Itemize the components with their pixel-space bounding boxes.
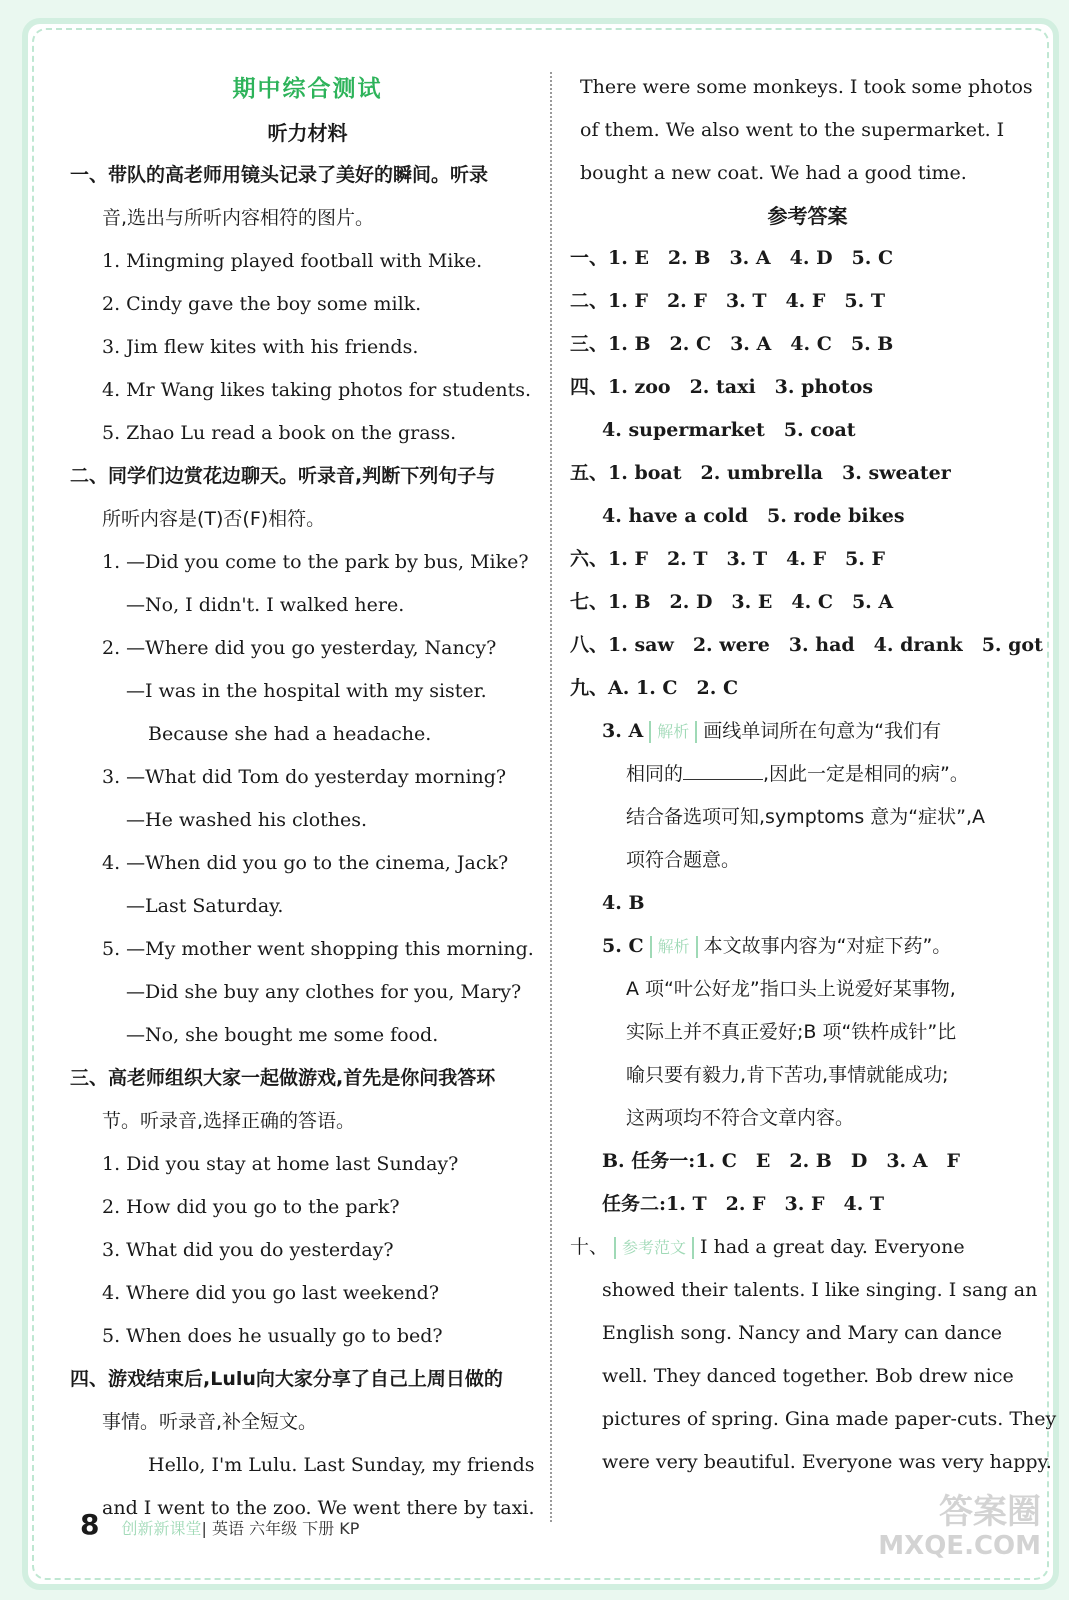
section-4-heading: 四、游戏结束后,Lulu向大家分享了自己上周日做的: [70, 1368, 503, 1390]
answer-row: B. 任务一:1. C E 2. B D 3. A F: [602, 1150, 961, 1172]
answer-label: 3. A: [602, 720, 644, 742]
brand-logo: 创新新课堂: [121, 1519, 202, 1538]
essay-text: I had a great day. Everyone: [700, 1236, 965, 1258]
analysis-tag: 解析: [649, 721, 697, 743]
column-divider: [550, 72, 552, 1522]
analysis-line: 项符合题意。: [626, 849, 741, 871]
dialog-line: 3. —What did Tom do yesterday morning?: [102, 766, 507, 788]
left-column: [70, 66, 535, 1530]
essay-line: showed their talents. I like singing. I sang an: [602, 1279, 1038, 1301]
section-subtitle: 听力材料: [267, 121, 348, 145]
passage-line: There were some monkeys. I took some photos: [580, 76, 1033, 98]
section-10-label: 十、: [570, 1236, 609, 1258]
list-item: 5. Zhao Lu read a book on the grass.: [102, 422, 457, 444]
essay-line: English song. Nancy and Mary can dance: [602, 1322, 1002, 1344]
answer-row: 三、1. B 2. C 3. A 4. C 5. B: [570, 333, 894, 355]
analysis-line: 这两项均不符合文章内容。: [626, 1107, 855, 1129]
section-3-heading: 三、高老师组织大家一起做游戏,首先是你问我答环: [70, 1067, 496, 1089]
analysis-text: 相同的: [626, 763, 684, 785]
list-item: 1. Did you stay at home last Sunday?: [102, 1153, 459, 1175]
list-item: 2. Cindy gave the boy some milk.: [102, 293, 422, 315]
book-info: | 英语 六年级 下册 KP: [201, 1519, 360, 1538]
list-item: 5. When does he usually go to bed?: [102, 1325, 443, 1347]
answer-row: 任务二:1. T 2. F 3. F 4. T: [602, 1193, 885, 1215]
answers-title: 参考答案: [767, 204, 848, 228]
dialog-line: 5. —My mother went shopping this morning.: [102, 938, 534, 960]
passage-line: and I went to the zoo. We went there by taxi.: [102, 1497, 535, 1519]
essay-line: pictures of spring. Gina made paper-cuts. They: [602, 1408, 1057, 1430]
model-essay-tag: 参考范文: [614, 1237, 694, 1259]
fill-blank: [683, 761, 763, 780]
analysis-line: 实际上并不真正爱好;B 项“铁杵成针”比: [626, 1021, 957, 1043]
answer-label: 5. C: [602, 935, 644, 957]
list-item: 3. Jim flew kites with his friends.: [102, 336, 419, 358]
analysis-tag: 解析: [650, 936, 698, 958]
analysis-line: A 项“叶公好龙”指口头上说爱好某事物,: [626, 978, 956, 1000]
analysis-text: 画线单词所在句意为“我们有: [703, 720, 942, 742]
answer-row: 4. B: [602, 892, 645, 914]
page-footer: [80, 1508, 359, 1541]
dialog-line: —No, I didn't. I walked here.: [126, 594, 405, 616]
section-3-heading-cont: 节。听录音,选择正确的答语。: [102, 1110, 356, 1132]
dialog-line: Because she had a headache.: [148, 723, 432, 745]
page-title: 期中综合测试: [232, 76, 383, 102]
analysis-line: 喻只要有毅力,肯下苦功,事情就能成功;: [626, 1064, 949, 1086]
dialog-line: —Last Saturday.: [126, 895, 284, 917]
answer-row: 八、1. saw 2. were 3. had 4. drank 5. got: [570, 634, 1043, 656]
dialog-line: 2. —Where did you go yesterday, Nancy?: [102, 637, 497, 659]
essay-line: were very beautiful. Everyone was very happy.: [602, 1451, 1052, 1473]
dialog-line: —I was in the hospital with my sister.: [126, 680, 487, 702]
answer-row: 五、1. boat 2. umbrella 3. sweater: [570, 462, 951, 484]
section-2-heading-cont: 所听内容是(T)否(F)相符。: [102, 508, 326, 530]
answer-row: 四、1. zoo 2. taxi 3. photos: [570, 376, 874, 398]
answer-analysis-5: [580, 925, 1035, 968]
page-number: 8: [80, 1508, 100, 1541]
model-essay-head: [570, 1226, 1035, 1269]
dialog-line: —Did she buy any clothes for you, Mary?: [126, 981, 522, 1003]
essay-line: well. They danced together. Bob drew nice: [602, 1365, 1014, 1387]
passage-line: bought a new coat. We had a good time.: [580, 162, 967, 184]
analysis-line: [580, 753, 1035, 796]
analysis-text: ,因此一定是相同的病”。: [763, 763, 969, 785]
section-1-heading: 一、带队的高老师用镜头记录了美好的瞬间。听录: [70, 164, 489, 186]
passage-line: Hello, I'm Lulu. Last Sunday, my friends: [148, 1454, 535, 1476]
dialog-line: —No, she bought me some food.: [126, 1024, 439, 1046]
list-item: 3. What did you do yesterday?: [102, 1239, 394, 1261]
answer-analysis-3: [580, 710, 1035, 753]
dialog-line: —He washed his clothes.: [126, 809, 368, 831]
section-4-heading-cont: 事情。听录音,补全短文。: [102, 1411, 318, 1433]
section-2-heading: 二、同学们边赏花边聊天。听录音,判断下列句子与: [70, 465, 496, 487]
list-item: 4. Mr Wang likes taking photos for students.: [102, 379, 532, 401]
right-column: [570, 66, 1057, 1484]
list-item: 1. Mingming played football with Mike.: [102, 250, 483, 272]
watermark-text: 答案圈: [939, 1492, 1041, 1532]
section-1-heading-cont: 音,选出与所听内容相符的图片。: [102, 207, 375, 229]
answer-row: 二、1. F 2. F 3. T 4. F 5. T: [570, 290, 885, 312]
answer-row: 4. supermarket 5. coat: [602, 419, 856, 441]
dialog-line: 1. —Did you come to the park by bus, Mike?: [102, 551, 529, 573]
answer-row: 九、A. 1. C 2. C: [570, 677, 739, 699]
watermark: [878, 1492, 1041, 1563]
passage-line: of them. We also went to the supermarket. I: [580, 119, 1005, 141]
analysis-line: 结合备选项可知,symptoms 意为“症状”,A: [626, 806, 985, 828]
answer-row: 4. have a cold 5. rode bikes: [602, 505, 905, 527]
answer-row: 一、1. E 2. B 3. A 4. D 5. C: [570, 247, 894, 269]
analysis-text: 本文故事内容为“对症下药”。: [703, 935, 952, 957]
list-item: 2. How did you go to the park?: [102, 1196, 400, 1218]
answer-row: 六、1. F 2. T 3. T 4. F 5. F: [570, 548, 885, 570]
watermark-url: MXQE.COM: [878, 1531, 1041, 1561]
answer-row: 七、1. B 2. D 3. E 4. C 5. A: [570, 591, 894, 613]
dialog-line: 4. —When did you go to the cinema, Jack?: [102, 852, 509, 874]
list-item: 4. Where did you go last weekend?: [102, 1282, 439, 1304]
